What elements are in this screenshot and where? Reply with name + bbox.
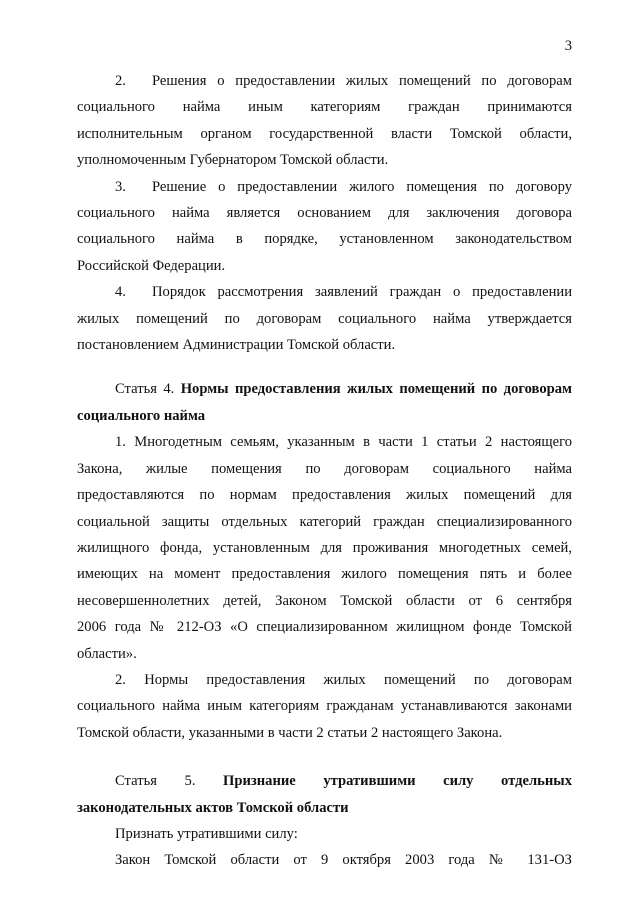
article-4-paragraph-1 [77, 429, 572, 667]
text-line: жилищного фонда, установленным для проживания многодетных семей, [77, 539, 572, 556]
text-line: социальной защиты отдельных категорий граждан специализированного [77, 513, 572, 530]
text-line: Российской Федерации. [77, 257, 226, 274]
article-title: Признание утратившими силу отдельных [223, 773, 572, 790]
text-line: социального найма иным категориям граждан принимаются [77, 99, 572, 116]
article-label: Статья [115, 773, 157, 790]
text-line: Решения о предоставлении жилых помещений по договорам [152, 73, 572, 89]
article-title-line: социального найма [77, 407, 206, 424]
article-4-paragraph-2 [77, 667, 572, 746]
paragraph-3 [77, 174, 572, 280]
text-line: социального найма является основанием для заключения договора [77, 205, 572, 222]
text-line: несовершеннолетних детей, Законом Томской области от 6 сентября [77, 592, 572, 609]
text-line: исполнительным органом государственной власти Томской области, [77, 125, 572, 142]
text-line: 2. Нормы предоставления жилых помещений по договорам [115, 671, 572, 688]
text-line: Томской области, указанными в части 2 статьи 2 настоящего Закона. [77, 724, 503, 741]
text-line: предоставляются по нормам предоставления жилых помещений для [77, 487, 572, 504]
page-number: 3 [564, 38, 572, 54]
document-body [77, 68, 572, 874]
text-line: жилых помещений по договорам социального найма утверждается [77, 310, 572, 327]
text-line: уполномоченным Губернатором Томской области. [77, 152, 389, 169]
article-number: 5. [184, 773, 196, 790]
text-line: Признать утратившими силу: [115, 825, 298, 842]
article-title: Нормы предоставления жилых помещений по договорам [180, 381, 572, 398]
paragraph-number: 4. [115, 284, 126, 301]
text-line: 1. Многодетным семьям, указанным в части 1 статьи 2 настоящего [115, 434, 572, 451]
text-line: социального найма иным категориям гражданам устанавливаются законами [77, 698, 572, 715]
text-line: Закона, жилые помещения по договорам социального найма [77, 460, 572, 477]
paragraph-number: 3. [115, 178, 126, 195]
text-line: Решение о предоставлении жилого помещения по договору [152, 178, 572, 195]
text-line: области». [77, 645, 137, 662]
article-5-body [77, 821, 572, 874]
article-4-heading [77, 376, 572, 429]
text-line: 2006 года № 212-ОЗ «О специализированном жилищном фонде Томской [77, 619, 572, 636]
article-title-line: законодательных актов Томской области [77, 799, 349, 816]
paragraph-4 [77, 279, 572, 358]
paragraph-number: 2. [115, 73, 126, 89]
text-line: Закон Томской области от 9 октября 2003 года № 131-ОЗ [115, 852, 572, 869]
text-line: имеющих на момент предоставления жилого помещения пять и более [77, 566, 572, 583]
text-line: Порядок рассмотрения заявлений граждан о предоставлении [152, 284, 572, 301]
article-5-heading [77, 768, 572, 821]
paragraph-2 [77, 68, 572, 174]
text-line: постановлением Администрации Томской области. [77, 337, 396, 354]
article-label: Статья 4. [115, 381, 175, 398]
text-line: социального найма в порядке, установленном законодательством [77, 231, 572, 248]
